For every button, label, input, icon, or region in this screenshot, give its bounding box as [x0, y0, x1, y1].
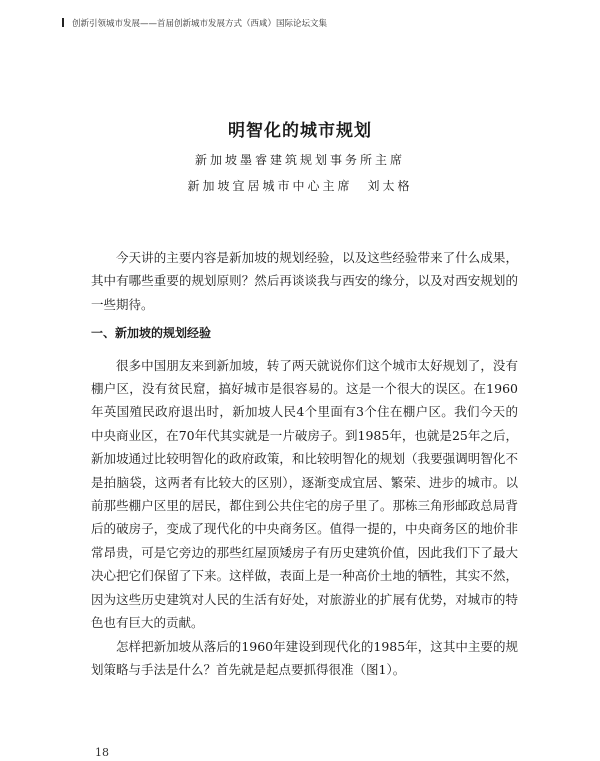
header-bar-mark	[62, 18, 64, 27]
page-number: 18	[95, 746, 109, 759]
author-line-1: 新加坡墨睿建筑规划事务所主席	[194, 153, 405, 167]
article-title: 明智化的城市规划	[228, 121, 372, 141]
article-body	[91, 246, 518, 681]
body-paragraph: 很多中国朋友来到新加坡，转了两天就说你们这个城市太好规划了，没有棚户区，没有贫民窟，搞好城市是很容易的。这是一个很大的误区。在1960年英国殖民政府退出时，新加坡人民4个里面有3个住在棚户区。我们今天的中央商业区，在70年代其实就是一片破房子。到1985年，也就是25年之后，新加坡通过比较明智化的政府政策，和比较明智化的规划（我要强调明智化不是拍脑袋，这两者有比较大的区别），逐渐变成宜居、繁荣、进步的城市。以前那些棚户区里的居民，都住到公共住宅的房子里了。那栋三角形邮政总局背后的破房子，变成了现代化的中央商务区。值得一提的，中央商务区的地价非常昂贵，可是它旁边的那些红屋顶矮房子有历史建筑价值，因此我们下了最大决心把它们保留了下来。这样做，表面上是一种高价土地的牺牲，其实不然，因为这些历史建筑对人民的生活有好处，对旅游业的扩展有优势，对城市的特色也有巨大的贡献。	[91, 357, 518, 631]
running-header	[62, 18, 562, 30]
author-line-2: 新加坡宜居城市中心主席 刘太格	[187, 179, 413, 193]
intro-paragraph: 今天讲的主要内容是新加坡的规划经验，以及这些经验带来了什么成果，其中有哪些重要的规划原则？然后再谈谈我与西安的缘分，以及对西安规划的一些期待。	[91, 250, 518, 312]
section-heading: 一、新加坡的规划经验	[91, 326, 212, 341]
body-paragraph: 怎样把新加坡从落后的1960年建设到现代化的1985年，这其中主要的规划策略与手法是什么？首先就是起点要抓得很准（图1）。	[91, 638, 518, 677]
running-header-text: 创新引领城市发展——首届创新城市发展方式（西咸）国际论坛文集	[72, 19, 328, 29]
